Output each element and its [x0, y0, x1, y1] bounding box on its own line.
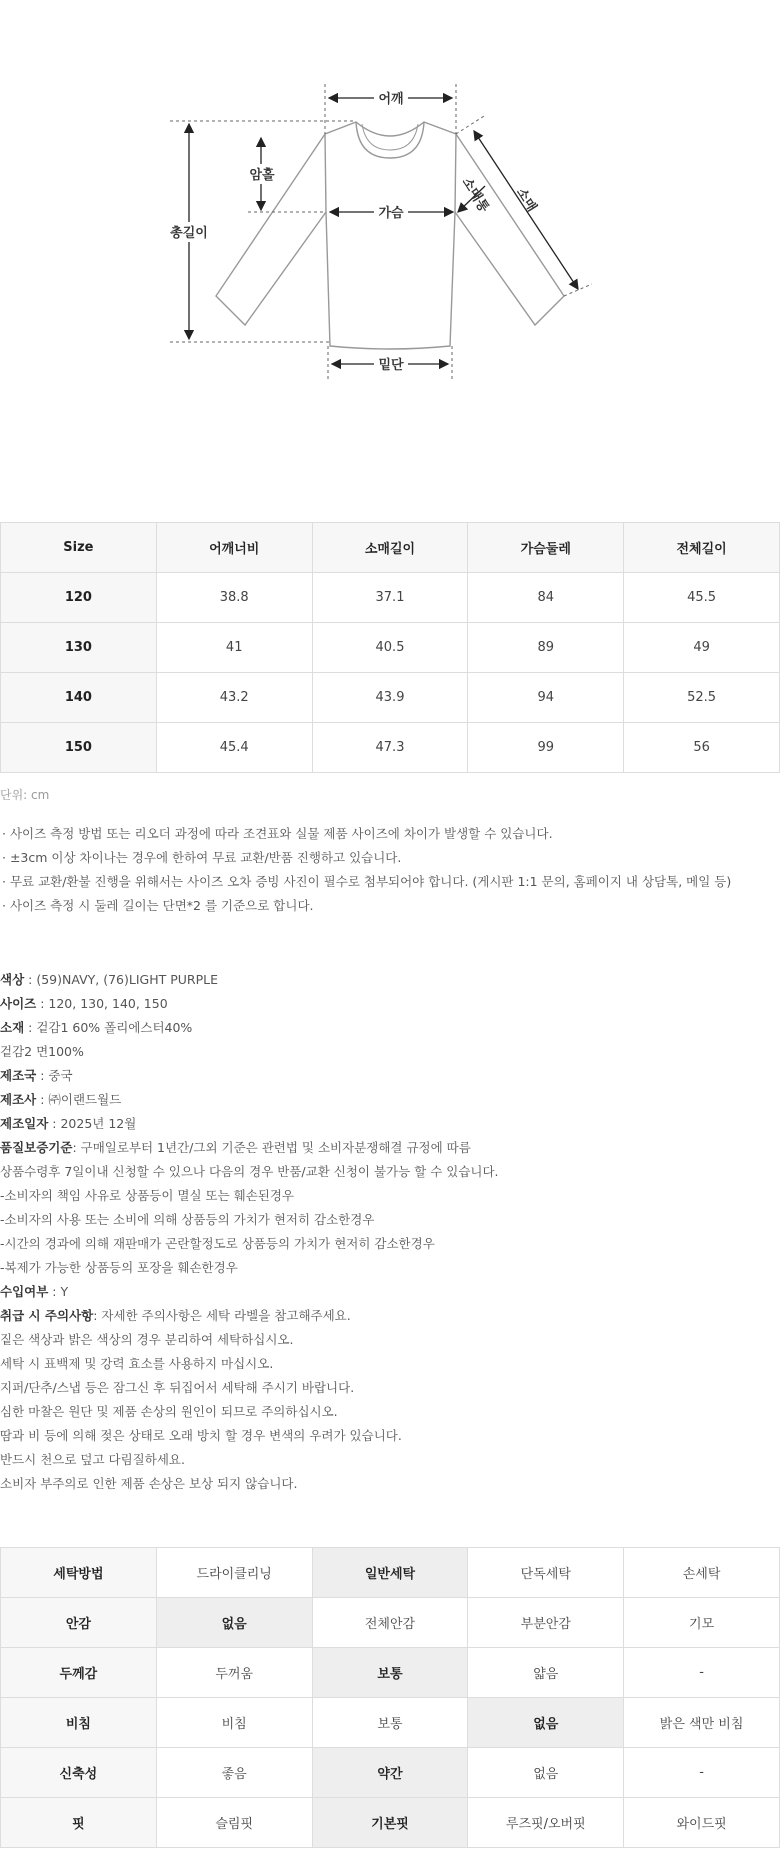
size-cell: 52.5 — [624, 673, 780, 723]
care-option: 얇음 — [468, 1648, 624, 1698]
care-row-label: 핏 — [1, 1798, 157, 1848]
tshirt-outline-icon — [216, 122, 564, 349]
info-text: 지퍼/단추/스냅 등은 잠그신 후 뒤집어서 세탁해 주시기 바랍니다. — [0, 1380, 355, 1395]
info-label: 수입여부 — [0, 1284, 49, 1299]
list-item — [0, 1306, 499, 1330]
info-label: 제조일자 — [0, 1116, 49, 1131]
size-cell: 99 — [468, 723, 624, 773]
info-text: 소비자 부주의로 인한 제품 손상은 보상 되지 않습니다. — [0, 1476, 298, 1491]
list-item — [0, 1138, 499, 1162]
list-item — [0, 1402, 499, 1426]
info-text: : 겉감1 60% 폴리에스터40% — [24, 1020, 193, 1035]
care-option: 드라이클리닝 — [156, 1548, 312, 1598]
table-row — [1, 1748, 780, 1798]
care-option: 기본핏 — [312, 1798, 468, 1848]
list-item — [0, 1474, 499, 1498]
table-row — [1, 1648, 780, 1698]
size-cell: 45.4 — [156, 723, 312, 773]
info-text: : (59)NAVY, (76)LIGHT PURPLE — [24, 972, 218, 987]
size-cell: 150 — [1, 723, 157, 773]
info-text: : Y — [48, 1284, 69, 1299]
info-text: : ㈜이랜드월드 — [36, 1092, 122, 1107]
table-row — [1, 723, 780, 773]
care-option: 손세탁 — [624, 1548, 780, 1598]
list-item — [0, 1066, 499, 1090]
care-option: 와이드핏 — [624, 1798, 780, 1848]
size-cell: 49 — [624, 623, 780, 673]
diagram-label-total-length: 총길이 — [170, 226, 208, 241]
table-row — [1, 1798, 780, 1848]
info-label: 사이즈 — [0, 996, 37, 1011]
list-item — [0, 1162, 499, 1186]
size-cell: 37.1 — [312, 573, 468, 623]
table-row — [1, 1598, 780, 1648]
size-header-shoulder: 어깨너비 — [156, 523, 312, 573]
care-option: 없음 — [156, 1598, 312, 1648]
info-text: -시간의 경과에 의해 재판매가 곤란할정도로 상품등의 가치가 현저히 감소한경우 — [0, 1236, 435, 1251]
care-option: 좋음 — [156, 1748, 312, 1798]
care-option: 기모 — [624, 1598, 780, 1648]
list-item — [0, 1090, 499, 1114]
list-item — [0, 1426, 499, 1450]
care-option: 없음 — [468, 1698, 624, 1748]
care-option: 두꺼움 — [156, 1648, 312, 1698]
size-table — [0, 522, 780, 773]
size-cell: 40.5 — [312, 623, 468, 673]
size-cell: 45.5 — [624, 573, 780, 623]
care-option: 없음 — [468, 1748, 624, 1798]
info-text: -소비자의 책임 사유로 상품등이 멸실 또는 훼손된경우 — [0, 1188, 295, 1203]
size-cell: 38.8 — [156, 573, 312, 623]
info-label: 소재 — [0, 1020, 25, 1035]
size-header-sleeve: 소매길이 — [312, 523, 468, 573]
info-label: 취급 시 주의사항 — [0, 1308, 94, 1323]
size-header-chest: 가슴둘레 — [468, 523, 624, 573]
list-item — [0, 1450, 499, 1474]
diagram-label-shoulder: 어깨 — [378, 92, 404, 107]
product-info — [0, 970, 499, 1498]
info-label: 제조국 — [0, 1068, 37, 1083]
list-item: · ±3cm 이상 차이나는 경우에 한하여 무료 교환/반품 진행하고 있습니다. — [2, 850, 402, 865]
info-text: : 2025년 12월 — [48, 1116, 137, 1131]
size-header-size: Size — [1, 523, 157, 573]
size-cell: 84 — [468, 573, 624, 623]
table-row — [1, 673, 780, 723]
care-row-label: 안감 — [1, 1598, 157, 1648]
info-text: : 자세한 주의사항은 세탁 라벨을 참고해주세요. — [93, 1308, 351, 1323]
care-option: 약간 — [312, 1748, 468, 1798]
list-item — [0, 1234, 499, 1258]
fabric-care-table — [0, 1547, 780, 1848]
size-cell: 43.2 — [156, 673, 312, 723]
table-row — [1, 623, 780, 673]
size-table-header — [1, 523, 780, 573]
diagram-label-chest: 가슴 — [378, 206, 404, 221]
care-option: 루즈핏/오버핏 — [468, 1798, 624, 1848]
info-label: 제조사 — [0, 1092, 37, 1107]
care-option: 보통 — [312, 1648, 468, 1698]
list-item — [0, 994, 499, 1018]
care-row-label: 세탁방법 — [1, 1548, 157, 1598]
care-option: - — [624, 1648, 780, 1698]
care-option: 밝은 색만 비침 — [624, 1698, 780, 1748]
info-text: 반드시 천으로 덮고 다림질하세요. — [0, 1452, 185, 1467]
table-row — [1, 1548, 780, 1598]
diagram-label-sleeve: 소매 — [512, 185, 539, 215]
care-option: 단독세탁 — [468, 1548, 624, 1598]
list-item — [0, 1114, 499, 1138]
care-option: 일반세탁 — [312, 1548, 468, 1598]
list-item — [0, 1018, 499, 1042]
unit-label: 단위: cm — [0, 788, 50, 802]
care-option: 슬림핏 — [156, 1798, 312, 1848]
info-text: -복제가 가능한 상품등의 포장을 훼손한경우 — [0, 1260, 238, 1275]
info-text: 땀과 비 등에 의해 젖은 상태로 오래 방치 할 경우 변색의 우려가 있습니다. — [0, 1428, 402, 1443]
info-text: 심한 마찰은 원단 및 제품 손상의 원인이 되므로 주의하십시오. — [0, 1404, 338, 1419]
size-notes — [2, 824, 731, 920]
diagram-label-sleeve-width: 소매통 — [458, 175, 492, 216]
diagram-label-armhole: 암홀 — [249, 168, 275, 183]
size-cell: 130 — [1, 623, 157, 673]
list-item — [0, 1186, 499, 1210]
size-header-length: 전체길이 — [624, 523, 780, 573]
info-text: 겉감2 면100% — [0, 1044, 84, 1059]
info-text: 짙은 색상과 밝은 색상의 경우 분리하여 세탁하십시오. — [0, 1332, 294, 1347]
list-item: · 사이즈 측정 방법 또는 리오더 과정에 따라 조견표와 실물 제품 사이즈에 차이가 발생할 수 있습니다. — [2, 826, 553, 841]
size-cell: 41 — [156, 623, 312, 673]
list-item — [0, 1042, 499, 1066]
diagram-label-hem: 밑단 — [378, 358, 404, 373]
list-item — [0, 1354, 499, 1378]
size-cell: 47.3 — [312, 723, 468, 773]
table-row — [1, 573, 780, 623]
info-label: 품질보증기준 — [0, 1140, 73, 1155]
care-row-label: 비침 — [1, 1698, 157, 1748]
list-item: · 사이즈 측정 시 둘레 길이는 단면*2 를 기준으로 합니다. — [2, 898, 314, 913]
info-label: 색상 — [0, 972, 25, 987]
size-cell: 120 — [1, 573, 157, 623]
care-option: 보통 — [312, 1698, 468, 1748]
list-item — [0, 1210, 499, 1234]
list-item — [0, 970, 499, 994]
list-item — [0, 1378, 499, 1402]
care-row-label: 두께감 — [1, 1648, 157, 1698]
info-text: 상품수령후 7일이내 신청할 수 있으나 다음의 경우 반품/교환 신청이 불가능 할 수 있습니다. — [0, 1164, 499, 1179]
info-text: : 중국 — [36, 1068, 73, 1083]
care-option: - — [624, 1748, 780, 1798]
size-cell: 89 — [468, 623, 624, 673]
list-item — [0, 1258, 499, 1282]
care-row-label: 신축성 — [1, 1748, 157, 1798]
care-option: 부분안감 — [468, 1598, 624, 1648]
info-text: : 구매일로부터 1년간/그외 기준은 관련법 및 소비자분쟁해결 규정에 따름 — [72, 1140, 471, 1155]
info-text: -소비자의 사용 또는 소비에 의해 상품등의 가치가 현저히 감소한경우 — [0, 1212, 375, 1227]
info-text: 세탁 시 표백제 및 강력 효소를 사용하지 마십시오. — [0, 1356, 274, 1371]
size-measurement-diagram — [0, 0, 780, 420]
size-cell: 140 — [1, 673, 157, 723]
table-row — [1, 1698, 780, 1748]
list-item — [0, 1330, 499, 1354]
list-item: · 무료 교환/환불 진행을 위해서는 사이즈 오차 증빙 사진이 필수로 첨부되어야 합니다. (게시판 1:1 문의, 홈페이지 내 상담톡, 메일 등) — [2, 874, 732, 889]
size-cell: 94 — [468, 673, 624, 723]
size-cell: 43.9 — [312, 673, 468, 723]
care-option: 비침 — [156, 1698, 312, 1748]
care-option: 전체안감 — [312, 1598, 468, 1648]
list-item — [0, 1282, 499, 1306]
info-text: : 120, 130, 140, 150 — [36, 996, 168, 1011]
size-cell: 56 — [624, 723, 780, 773]
